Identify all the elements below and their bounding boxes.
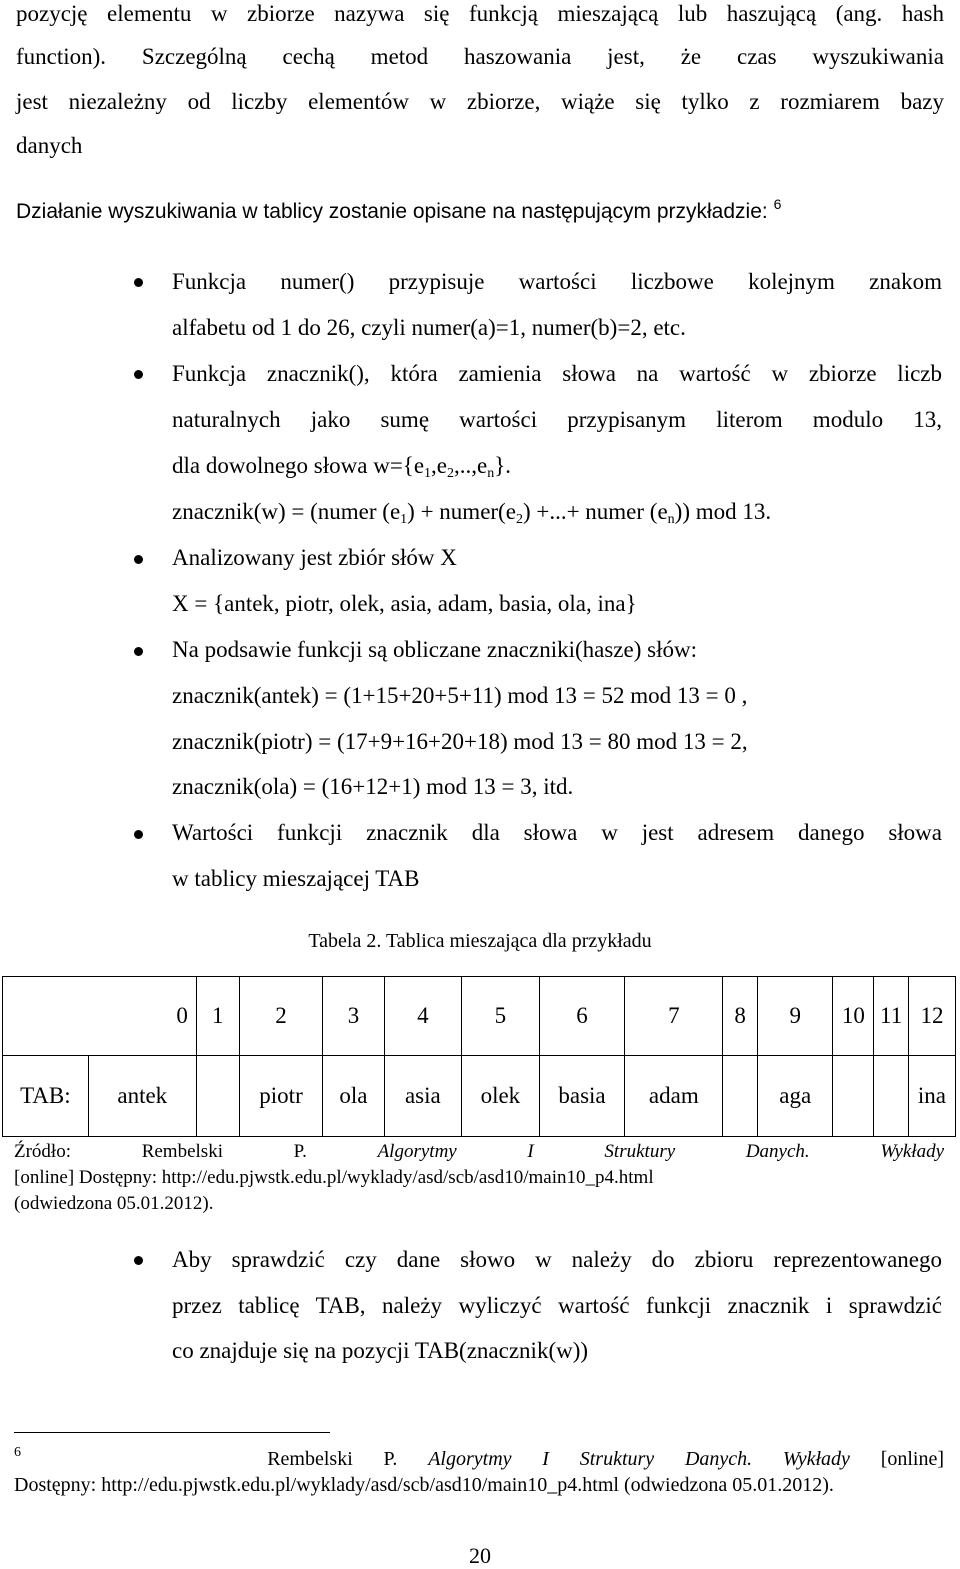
bullet4-line3: znacznik(piotr) = (17+9+16+20+18) mod 13 = 80 mod 13 = 2, — [172, 729, 748, 754]
source-line-2: [online] Dostępny: http://edu.pjwstk.edu.pl/wyklady/asd/scb/asd10/main10_p4.html — [14, 1167, 654, 1188]
bullet2-line4 — [172, 498, 771, 526]
subscript: 2 — [515, 512, 523, 527]
hash-table — [2, 976, 956, 1137]
source-label: Źródło: — [14, 1141, 71, 1162]
text-part: ,..,e — [454, 453, 488, 478]
table-cell: ina — [908, 1056, 955, 1137]
footnote-separator — [14, 1432, 330, 1433]
bullet-dot — [134, 555, 143, 564]
table-cell: antek — [88, 1056, 196, 1137]
subscript: n — [667, 512, 675, 527]
table-cell — [3, 977, 89, 1056]
bullet-dot — [134, 370, 143, 379]
footnote-title: Algorytmy I Struktury Danych. Wykłady — [428, 1448, 850, 1470]
bullet6-line1: Aby sprawdzić czy dane słowo w należy do zbioru reprezentowanego — [172, 1247, 942, 1272]
table-row — [3, 1056, 956, 1137]
bullet-dot — [134, 647, 143, 656]
text-part: znacznik(w) = (numer (e — [172, 499, 401, 524]
table-cell: 7 — [625, 977, 723, 1056]
text-part: ) +...+ numer (e — [522, 499, 668, 524]
table-cell: olek — [462, 1056, 540, 1137]
source-line-3: (odwiedzona 05.01.2012). — [14, 1193, 214, 1214]
table-cell: aga — [757, 1056, 833, 1137]
footnote-author: Rembelski P. — [267, 1448, 398, 1470]
table-cell: adam — [625, 1056, 723, 1137]
subscript: 1 — [424, 466, 432, 481]
text-part: ) + numer(e — [407, 499, 516, 524]
intro-line-3: jest niezależny od liczby elementów w zbiorze, wiąże się tylko z rozmiarem bazy — [16, 89, 944, 114]
footnote-number: 6 — [14, 1445, 21, 1460]
table-cell — [196, 1056, 239, 1137]
footnote-line-1 — [14, 1446, 944, 1472]
intro-line-2: function). Szczególną cechą metod haszowania jest, że czas wyszukiwania — [16, 44, 944, 69]
lead-text: Działanie wyszukiwania w tablicy zostanie opisane na następującym przykładzie: — [16, 200, 768, 223]
table-cell: ola — [323, 1056, 384, 1137]
table-cell: 1 — [196, 977, 239, 1056]
page-number: 20 — [469, 1543, 491, 1568]
bullet2-line3 — [172, 452, 511, 480]
bullet-dot — [134, 1256, 143, 1265]
text-part: ,e — [431, 453, 448, 478]
table-cell: 10 — [833, 977, 874, 1056]
source-author: Rembelski P. — [141, 1141, 307, 1162]
lead-sentence — [16, 198, 781, 226]
bullet6-line3: co znajduje się na pozycji TAB(znacznik(w)) — [172, 1338, 589, 1363]
text-part: }. — [494, 453, 512, 478]
table-cell — [833, 1056, 874, 1137]
table-cell: 6 — [539, 977, 625, 1056]
subscript: 1 — [400, 512, 408, 527]
bullet5-line1: Wartości funkcji znacznik dla słowa w jest adresem danego słowa — [172, 820, 942, 845]
bullet5-line2: w tablicy mieszającej TAB — [172, 866, 420, 891]
bullet2-line1: Funkcja znacznik(), która zamienia słowa na wartość w zbiorze liczb — [172, 361, 942, 386]
row-label: TAB: — [3, 1056, 89, 1137]
table-cell: 11 — [874, 977, 909, 1056]
intro-line-1: pozycję elementu w zbiorze nazywa się funkcją mieszającą lub haszującą (ang. hash — [16, 1, 944, 26]
source-title: Algorytmy I Struktury Danych. Wykłady — [377, 1141, 945, 1162]
bullet3-line2: X = {antek, piotr, olek, asia, adam, basia, ola, ina} — [172, 591, 637, 616]
table-cell: 4 — [384, 977, 462, 1056]
bullet4-line2: znacznik(antek) = (1+15+20+5+11) mod 13 = 52 mod 13 = 0 , — [172, 683, 748, 708]
table-cell: 3 — [323, 977, 384, 1056]
table-cell: asia — [384, 1056, 462, 1137]
subscript: 2 — [447, 466, 455, 481]
bullet4-line1: Na podsawie funkcji są obliczane znaczniki(hasze) słów: — [172, 637, 697, 662]
table-cell — [874, 1056, 909, 1137]
bullet1-line2: alfabetu od 1 do 26, czyli numer(a)=1, numer(b)=2, etc. — [172, 315, 686, 340]
table-cell: 12 — [908, 977, 955, 1056]
table-row — [3, 977, 956, 1056]
bullet6-line2: przez tablicę TAB, należy wyliczyć wartość funkcji znacznik i sprawdzić — [172, 1293, 942, 1318]
table-cell: 8 — [723, 977, 758, 1056]
bullet4-line4: znacznik(ola) = (16+12+1) mod 13 = 3, itd. — [172, 774, 574, 799]
footnote-line-2: Dostępny: http://edu.pjwstk.edu.pl/wyklady/asd/scb/asd10/main10_p4.html (odwiedzona 05.01.2012). — [14, 1474, 834, 1496]
table-cell: 0 — [88, 977, 196, 1056]
table-cell: basia — [539, 1056, 625, 1137]
bullet-dot — [134, 830, 143, 839]
footnote-ref: 6 — [773, 196, 782, 212]
table-cell: 2 — [239, 977, 323, 1056]
table-cell — [723, 1056, 758, 1137]
table-cell: 5 — [462, 977, 540, 1056]
intro-line-4: danych — [16, 133, 83, 158]
table-cell: piotr — [239, 1056, 323, 1137]
table-cell: 9 — [757, 977, 833, 1056]
subscript: n — [487, 466, 495, 481]
text-part: dla dowolnego słowa w={e — [172, 453, 425, 478]
table-caption: Tabela 2. Tablica mieszająca dla przykładu — [308, 930, 652, 952]
text-part: )) mod 13. — [674, 499, 772, 524]
footnote-online: [online] — [880, 1448, 945, 1470]
source-line-1 — [14, 1140, 944, 1164]
bullet3-line1: Analizowany jest zbiór słów X — [172, 545, 457, 570]
bullet1-line1: Funkcja numer() przypisuje wartości liczbowe kolejnym znakom — [172, 269, 942, 294]
bullet2-line2: naturalnych jako sumę wartości przypisanym literom modulo 13, — [172, 407, 942, 432]
bullet-dot — [134, 278, 143, 287]
